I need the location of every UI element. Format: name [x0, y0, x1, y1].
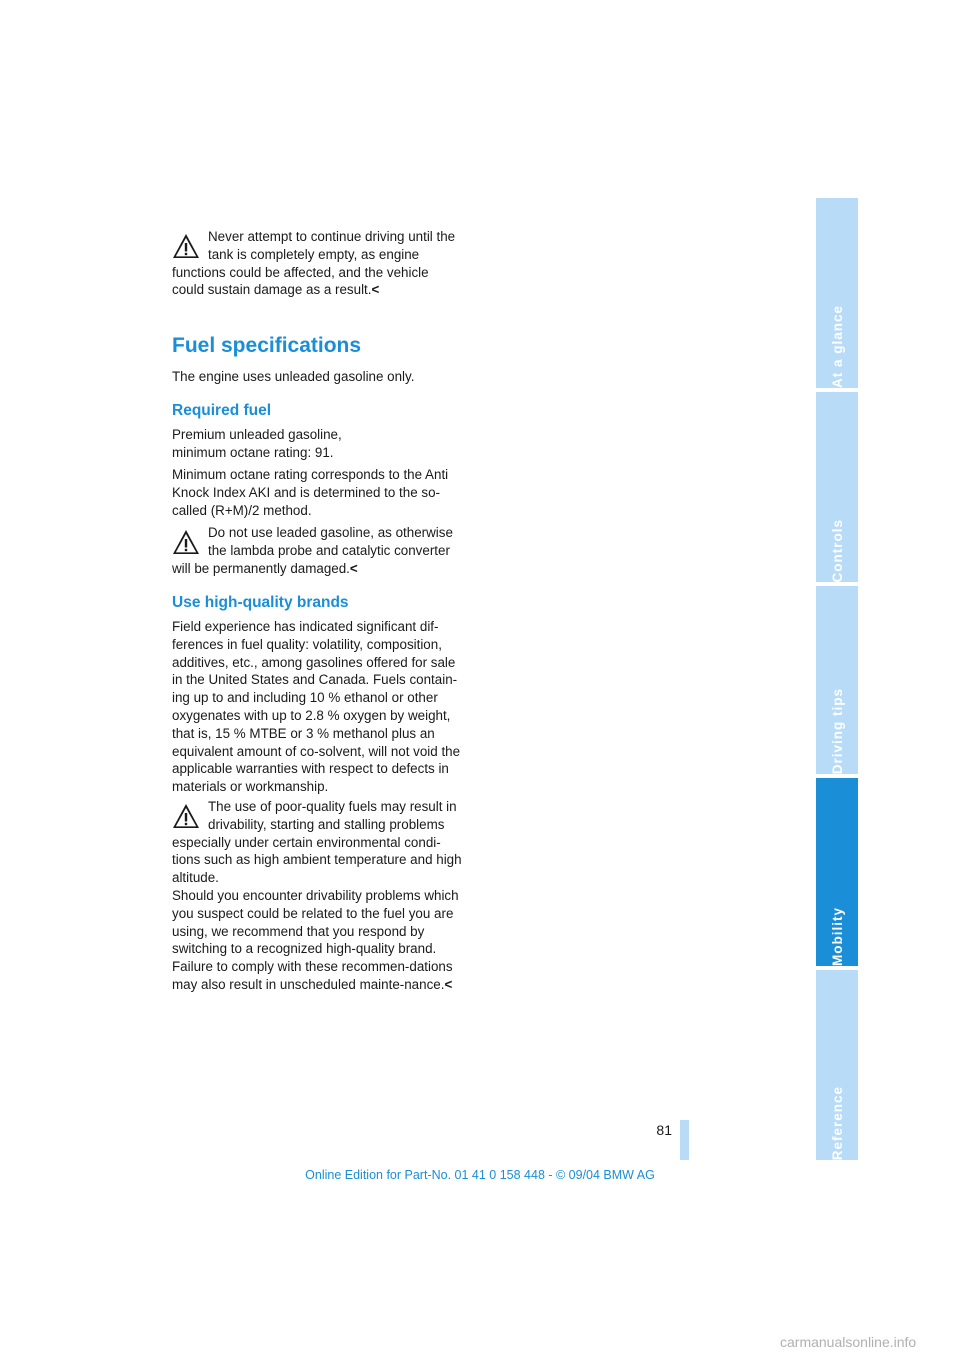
brands-field-experience: Field experience has indicated significant dif-ferences in fuel quality: volatility, composition, additives, etc., among gasolines offered for sale in the United States and Canada. Fuels contain-ing up to and including 10 % ethanol or other oxygenates with up to 2.8 % oxygen by weight, that is, 15 % MTBE or 3 % methanol plus an equivalent amount of co-solvent, will not void the applicable warranties with respect to defects in materials or workmanship. [172, 619, 461, 795]
tab-label: Driving tips [829, 687, 845, 774]
subsection-title-required-fuel: Required fuel [172, 402, 272, 419]
warning-triangle-icon [172, 529, 200, 555]
rating-line-1: Premium unleaded gasoline, [172, 427, 342, 442]
chapter-tabs [816, 198, 858, 1160]
tab-controls[interactable] [816, 392, 858, 582]
warning-block-tank-empty [172, 228, 464, 299]
warning-rest-text: especially under certain environmental condi-tions such as high ambient temperature and high altitude. [172, 834, 462, 886]
footer-accent-bar [680, 1120, 689, 1160]
end-mark: < [444, 976, 453, 992]
watermark-text: carmanualsonline.info [780, 1334, 917, 1350]
subsection-title-high-quality-brands: Use high-quality brands [172, 594, 349, 611]
warning-rest-text: will be permanently damaged. [172, 560, 350, 576]
warning-triangle-icon [172, 233, 200, 259]
page-number: 81 [656, 1122, 672, 1138]
warning-second-paragraph: Should you encounter drivability problems which you suspect could be related to the fuel you are using, we recommend that you respond by switching to a recognized high-quality brand. Failure to comply with these recommen-dations may also result in unscheduled mainte-nance. [172, 887, 459, 992]
tab-mobility[interactable] [816, 778, 858, 966]
tab-driving-tips[interactable] [816, 586, 858, 774]
warning-block-poor-quality-fuels [172, 798, 464, 994]
footer-edition-note: Online Edition for Part-No. 01 41 0 158 448 - © 09/04 BMW AG [305, 1168, 655, 1182]
end-mark: < [371, 282, 380, 298]
tab-label: Mobility [829, 907, 845, 966]
warning-lead-text: Do not use leaded gasoline, as otherwise the lambda probe and catalytic converter [208, 525, 453, 558]
required-fuel-aki-note: Minimum octane rating corresponds to the Anti Knock Index AKI and is determined to the so-called (R+M)/2 method. [172, 467, 449, 518]
tab-label: Controls [829, 518, 845, 582]
warning-lead-text: The use of poor-quality fuels may result in drivability, starting and stalling problems [208, 799, 457, 832]
tab-label: Reference [829, 1085, 845, 1160]
warning-rest-text: functions could be affected, and the vehicle could sustain damage as a result. [172, 264, 429, 298]
section-title-fuel-specifications: Fuel specifications [172, 334, 362, 357]
tab-at-a-glance[interactable] [816, 198, 858, 388]
required-fuel-rating [172, 426, 464, 462]
fuel-spec-intro: The engine uses unleaded gasoline only. [172, 369, 415, 384]
warning-lead-text: Never attempt to continue driving until the tank is completely empty, as engine [208, 229, 456, 262]
tab-reference[interactable] [816, 970, 858, 1160]
warning-triangle-icon [172, 803, 200, 829]
end-mark: < [349, 560, 358, 576]
tab-label: At a glance [829, 304, 845, 388]
rating-line-2: minimum octane rating: 91. [172, 444, 334, 460]
warning-block-leaded-gasoline [172, 524, 464, 577]
